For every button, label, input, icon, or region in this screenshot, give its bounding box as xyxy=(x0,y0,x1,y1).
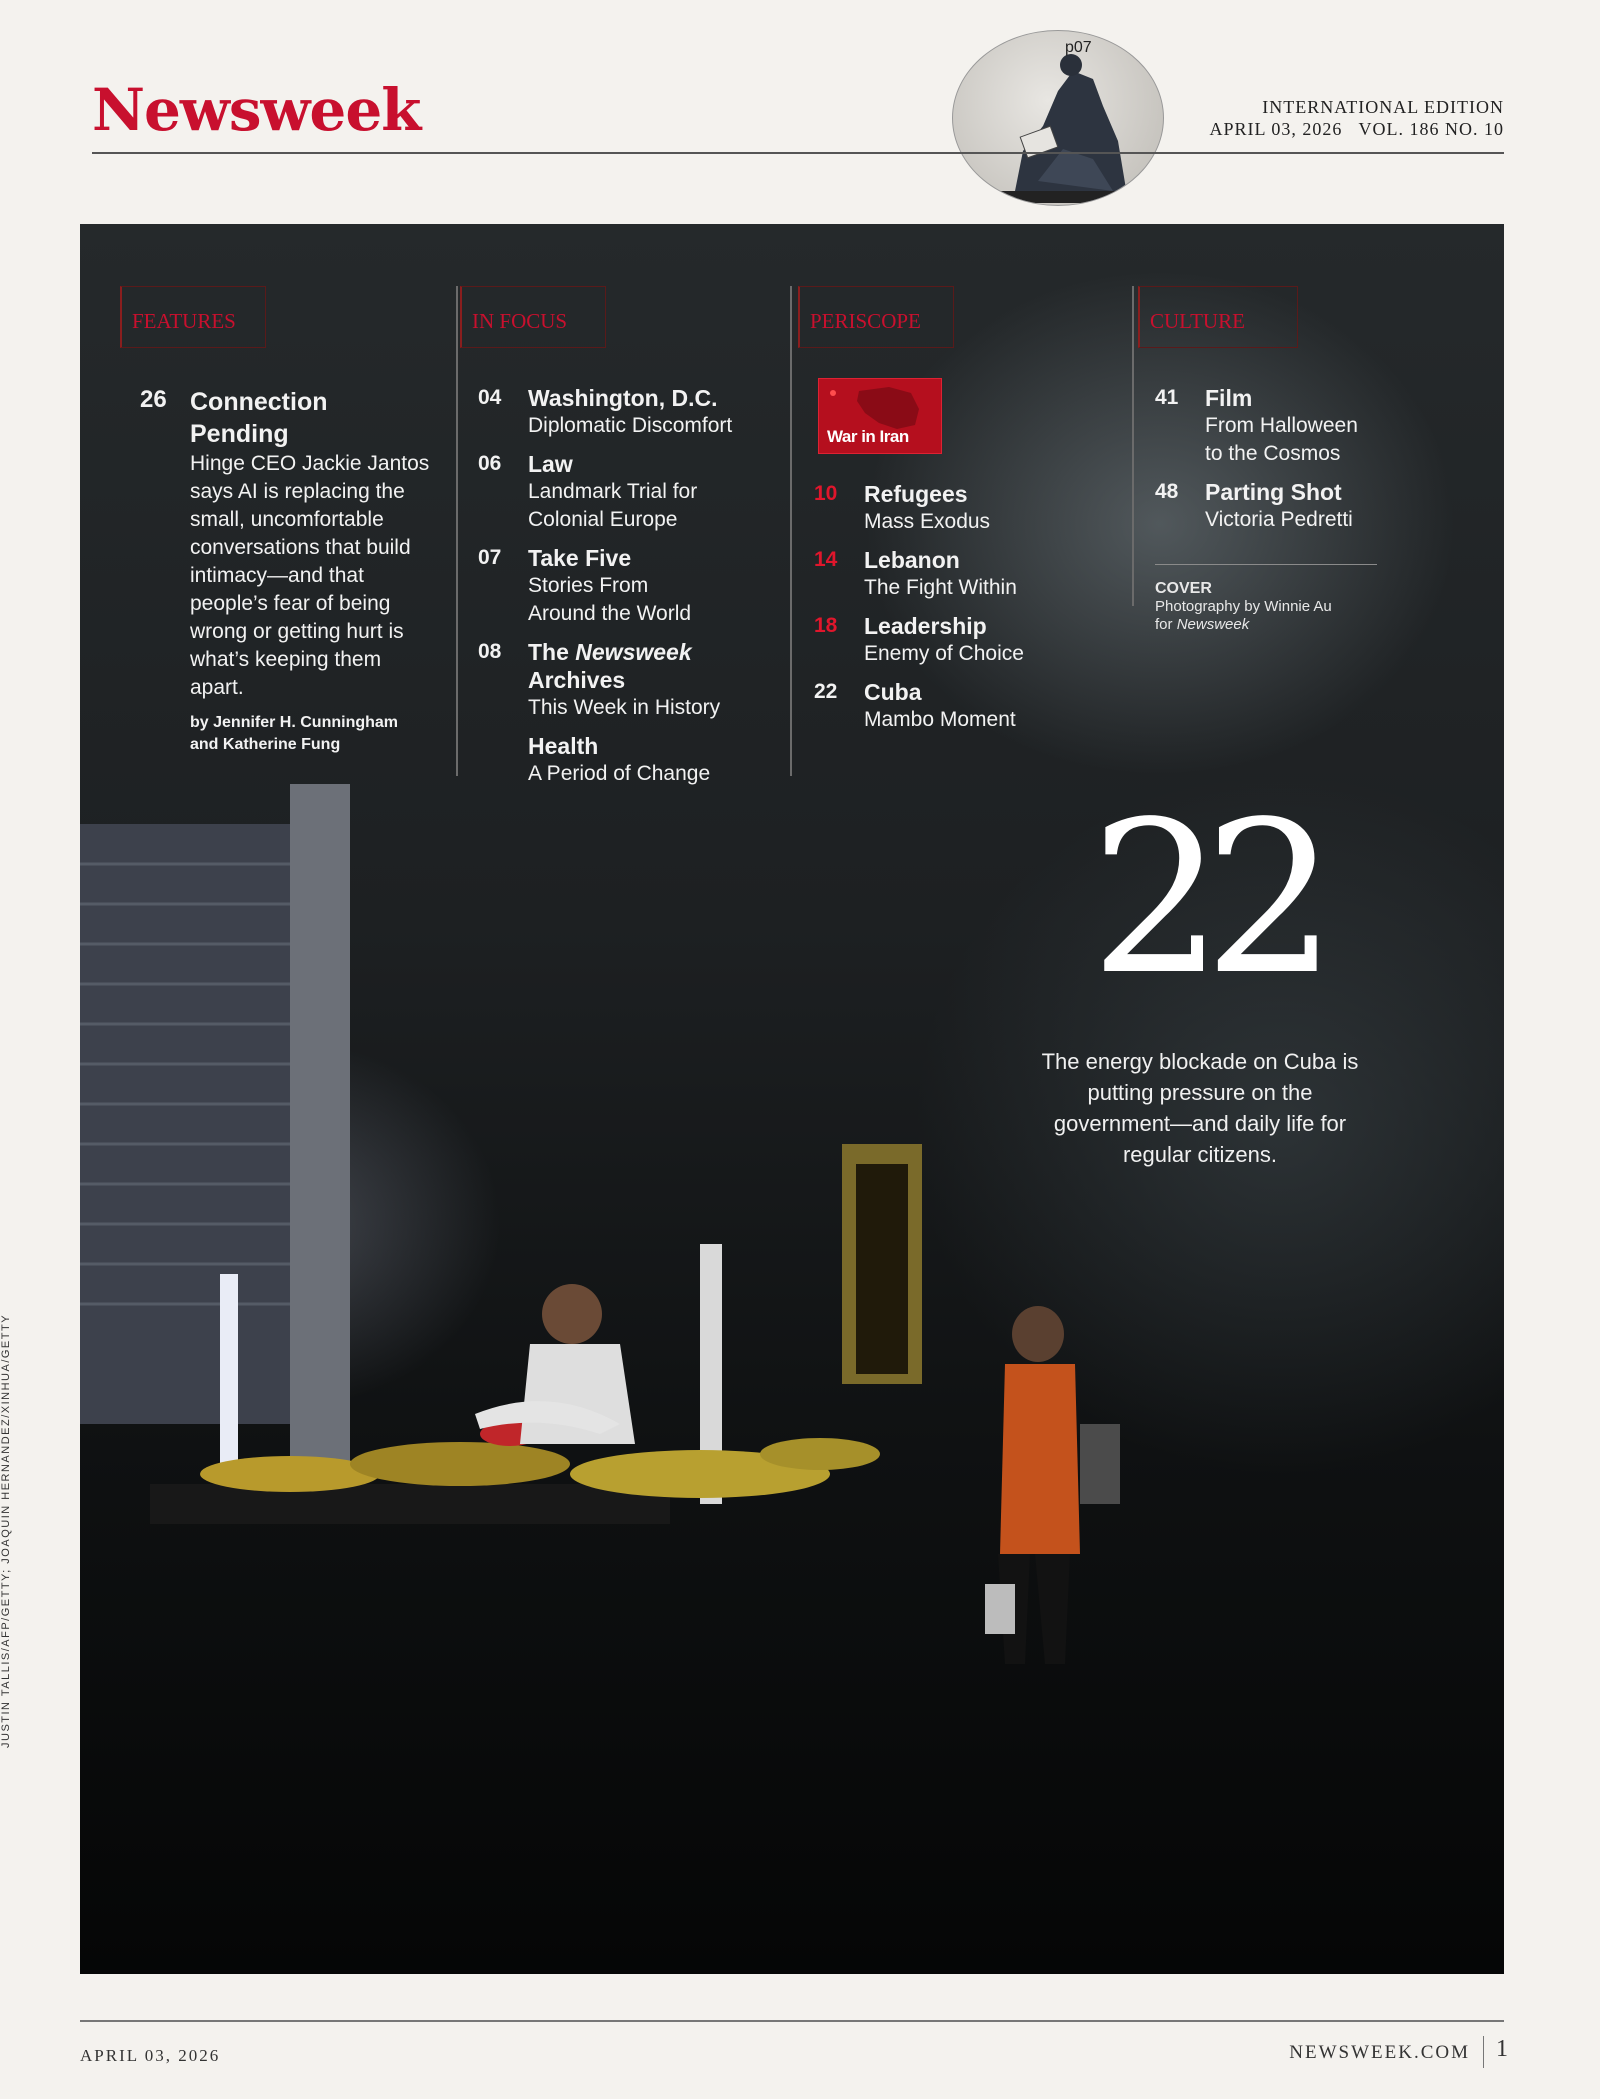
toc-entry-washington[interactable] xyxy=(478,384,798,440)
section-heading-in-focus[interactable]: IN FOCUS xyxy=(460,286,606,348)
title-suffix: Archives xyxy=(528,667,626,693)
page-number: 26 xyxy=(140,386,167,413)
entry-title: Parting Shot xyxy=(1205,479,1342,505)
byline-line-1: by Jennifer H. Cunningham xyxy=(190,714,399,731)
entry-subtitle: Stories From Around the World xyxy=(528,574,692,625)
toc-entry-health[interactable] xyxy=(478,732,778,788)
page-number: 04 xyxy=(478,386,502,409)
entry-subtitle: Landmark Trial for Colonial Europe xyxy=(528,480,698,531)
edition-line: INTERNATIONAL EDITION xyxy=(1262,97,1504,117)
toc-entry-take-five[interactable] xyxy=(478,544,778,628)
toc-entry-cuba[interactable] xyxy=(814,678,1114,734)
page-number: 08 xyxy=(478,640,502,663)
page-number: 07 xyxy=(478,546,502,569)
entry-subtitle: Mambo Moment xyxy=(864,708,1016,731)
cover-credit xyxy=(1155,580,1332,634)
cover-label: COVER xyxy=(1155,580,1212,597)
highlight-caption: The energy blockade on Cuba is putting pressure on the government—and daily life for regular citizens. xyxy=(1041,1049,1359,1167)
toc-entry-parting-shot[interactable] xyxy=(1155,478,1395,534)
title-prefix: The xyxy=(528,639,576,665)
feature-entry-connection-pending[interactable] xyxy=(140,386,440,756)
edition-info xyxy=(1209,96,1504,140)
entry-title: Health xyxy=(528,733,599,759)
entry-title: Leadership xyxy=(864,613,987,639)
entry-title: Film xyxy=(1205,385,1253,411)
entry-title: Washington, D.C. xyxy=(528,385,718,411)
column-divider-3 xyxy=(1132,286,1134,606)
entry-title xyxy=(528,638,778,694)
footer-separator xyxy=(1483,2036,1484,2068)
feature-dek: Hinge CEO Jackie Jantos says AI is replacing the small, uncomfortable conversations that build intimacy—and that people’s fear of being wrong or getting hurt is what’s keeping them apart. xyxy=(190,452,430,699)
culture-rule xyxy=(1155,564,1377,565)
page-number: 41 xyxy=(1155,386,1179,409)
cover-credit-line-1: Photography by Winnie Au xyxy=(1155,598,1332,615)
entry-subtitle: This Week in History xyxy=(528,696,721,719)
war-in-iran-badge[interactable] xyxy=(818,378,942,454)
toc-entry-lebanon[interactable] xyxy=(814,546,1114,602)
cover-credit-line-2 xyxy=(1155,616,1332,634)
toc-entry-refugees[interactable] xyxy=(814,480,1114,536)
page-number: 14 xyxy=(814,548,838,571)
entry-subtitle: Mass Exodus xyxy=(864,510,991,533)
section-heading-culture[interactable]: CULTURE xyxy=(1138,286,1298,348)
section-heading-features[interactable]: FEATURES xyxy=(120,286,266,348)
cover-credit-italic: Newsweek xyxy=(1176,616,1250,633)
page-number: 18 xyxy=(814,614,838,637)
entry-subtitle: The Fight Within xyxy=(864,576,1017,599)
entry-title: Lebanon xyxy=(864,547,960,573)
footer-site-link[interactable]: NEWSWEEK.COM xyxy=(1289,2042,1470,2063)
title-italic: Newsweek xyxy=(575,639,692,665)
page-number: 06 xyxy=(478,452,502,475)
page-number: 10 xyxy=(814,482,838,505)
cover-photo-contents xyxy=(80,224,1504,1974)
column-divider-2 xyxy=(790,286,792,776)
newsweek-logo[interactable]: Newsweek xyxy=(92,76,421,144)
footer-rule xyxy=(80,2020,1504,2022)
entry-subtitle: Victoria Pedretti xyxy=(1205,508,1353,531)
entry-subtitle: Diplomatic Discomfort xyxy=(528,414,733,437)
statue-illustration xyxy=(953,31,1164,206)
page-number: 22 xyxy=(814,680,838,703)
entry-subtitle: From Halloween to the Cosmos xyxy=(1205,414,1358,465)
entry-subtitle: A Period of Change xyxy=(528,762,711,785)
toc-entry-leadership[interactable] xyxy=(814,612,1114,668)
issue-date-line: APRIL 03, 2026 VOL. 186 NO. 10 xyxy=(1209,119,1504,139)
footer-page-number: 1 xyxy=(1496,2036,1508,2062)
highlight-page-number[interactable]: 22 xyxy=(1090,776,1318,1021)
feature-title: Connection Pending xyxy=(190,388,328,448)
feature-byline xyxy=(190,712,440,756)
toc-entry-archives[interactable] xyxy=(478,638,778,722)
badge-label: War in Iran xyxy=(827,427,909,446)
section-heading-periscope[interactable]: PERISCOPE xyxy=(798,286,954,348)
medallion-page-label: p07 xyxy=(1065,39,1092,56)
byline-line-2: and Katherine Fung xyxy=(190,736,341,753)
column-divider-1 xyxy=(456,286,458,776)
entry-title: Take Five xyxy=(528,545,632,571)
entry-title: Cuba xyxy=(864,679,922,705)
feature-medallion-image[interactable] xyxy=(952,30,1164,206)
page-number: 48 xyxy=(1155,480,1179,503)
masthead-rule xyxy=(92,152,1504,154)
entry-title: Law xyxy=(528,451,573,477)
footer-date: APRIL 03, 2026 xyxy=(80,2046,221,2065)
toc-entry-law[interactable] xyxy=(478,450,778,534)
photo-credit: JUSTIN TALLIS/AFP/GETTY; JOAQUIN HERNANDEZ/XINHUA/GETTY xyxy=(0,1313,12,1748)
entry-subtitle: Enemy of Choice xyxy=(864,642,1024,665)
entry-title: Refugees xyxy=(864,481,968,507)
toc-entry-film[interactable] xyxy=(1155,384,1395,468)
cover-credit-prefix: for xyxy=(1155,616,1177,633)
